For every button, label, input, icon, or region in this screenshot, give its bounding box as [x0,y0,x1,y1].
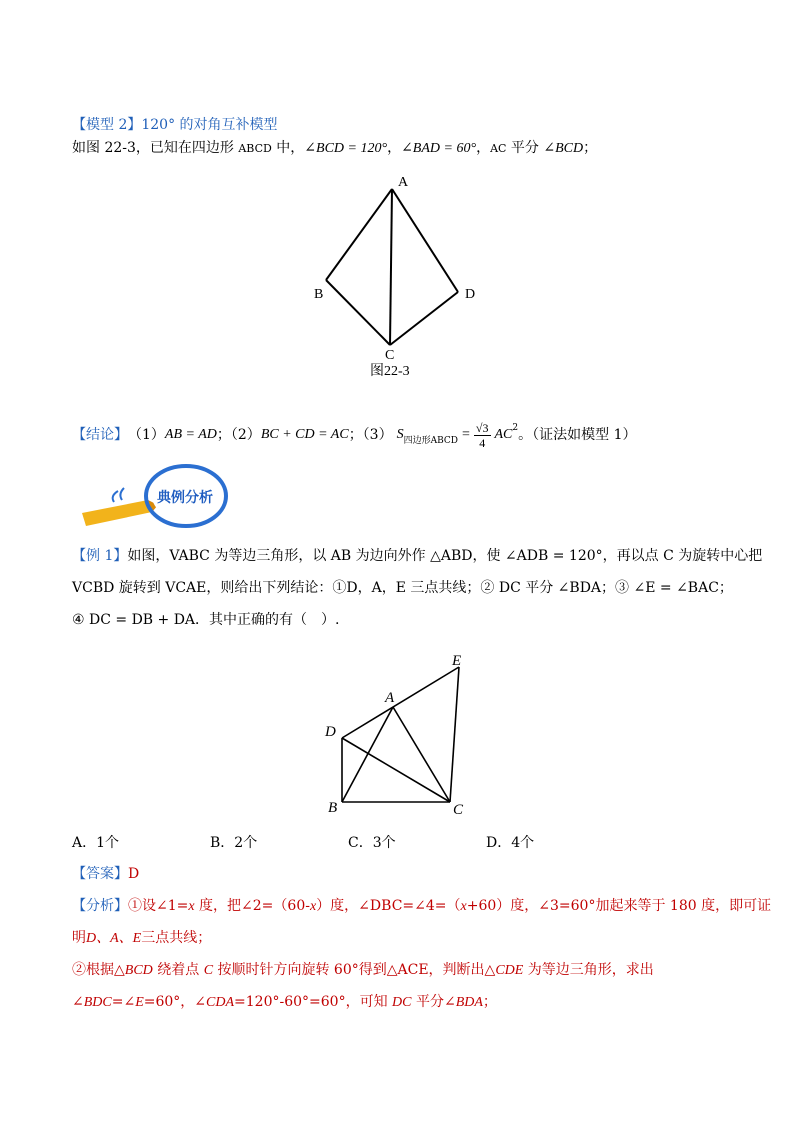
area-equals: = [462,427,470,442]
analysis-line1 [72,896,771,917]
analysis-var: x [309,899,317,914]
analysis-text: 明 [72,930,86,946]
analysis-text: ∠ [72,994,84,1010]
example1-line3: ④ DC = DB + DA．其中正确的有（ ）. [72,612,340,628]
heading-bracket-close: 】 [127,117,142,133]
option-b[interactable]: B．2个 [210,835,258,851]
badge-text: 典例分析 [157,490,213,506]
analysis-var: x [460,899,467,914]
figure-22-3 [300,165,490,385]
example1-tag: 【例 1】 [72,548,128,564]
fraction [474,421,491,450]
analysis-text: =∠ [111,994,136,1010]
analysis-var: x [188,899,195,914]
analysis-text: 三点共线； [141,930,212,946]
sep: ， [387,140,402,156]
statement-ac: AC [490,142,507,155]
angle-bcd: ∠BCD = 120° [304,141,388,156]
analysis-var: D、A、E [86,931,142,946]
edge-de [342,667,459,738]
area-exponent: 2 [512,423,519,433]
analysis-text: 按顺时针方向旋转 60°得到△ACE，判断出△ [213,962,496,978]
model-heading [72,115,278,135]
conclusion-p1: （1） [128,427,165,443]
edge-bc [326,280,390,345]
analysis-text: 为等边三角形，求出 [523,962,654,978]
answer [72,864,139,884]
figure-example1 [320,648,480,820]
sep: ， [476,140,491,156]
angle-bad: ∠BAD = 60° [401,141,477,156]
answer-value: D [128,866,140,882]
analysis-text: 平分∠ [411,994,456,1010]
analysis-text: 度，把∠2=（60- [194,898,310,914]
analysis-text: =60°，∠ [143,994,207,1010]
angle-bcd-2: ∠BCD [543,141,584,156]
conclusion-s1: ；（2） [216,427,261,443]
analysis-var: BDC [83,995,112,1010]
vertex-label-a: A [398,175,409,190]
model-statement [72,138,597,159]
edge-ad [392,189,458,292]
vertex-label-e: E [452,653,462,669]
edge-ec [450,667,459,802]
analysis-var: CDE [495,963,524,978]
analysis-text: ； [482,994,497,1010]
fraction-denominator: 4 [479,435,486,450]
analysis-var: DC [392,995,412,1010]
area-ac: AC [494,427,513,442]
statement-text-2: 中， [271,140,305,156]
statement-abcd: ABCD [238,142,272,155]
option-d[interactable]: D．4个 [486,835,535,851]
analysis-var: BDA [455,995,483,1010]
example1-line2: VCBD 旋转到 VCAE，则给出下列结论：①D，A，E 三点共线；② DC 平分 ∠BDA；③ ∠E = ∠BAC； [72,580,733,596]
conclusion-tail: 。（证法如模型 1） [518,427,637,443]
conclusion-tag: 【结论】 [72,427,128,443]
analysis-text: ）度，∠DBC=∠4=（ [316,898,461,914]
heading-text: 120° 的对角互补模型 [141,117,278,133]
analysis-line3 [72,960,654,981]
analysis-var: E [135,995,144,1010]
analysis-var: BCD [124,963,153,978]
analysis-text: 绕着点 [152,962,204,978]
analysis-text: =120°-60°=60°，可知 [234,994,393,1010]
analysis-text: ②根据△ [72,962,125,978]
answer-tag: 【答案】 [72,866,128,882]
analysis-line2 [72,928,211,949]
vertex-label-d: D [465,287,476,302]
fraction-numerator: √3 [475,420,489,435]
vertex-label-a: A [385,690,395,706]
area-s: S [396,427,404,442]
conclusion-eq2: BC + CD = AC [260,427,349,442]
heading-bracket-open: 【 [72,117,86,133]
analysis-var: CDA [206,995,235,1010]
statement-end: ； [583,140,598,156]
analysis-text: ①设∠1= [128,898,189,914]
statement-text: 如图 22-3，已知在四边形 [72,140,239,156]
conclusion-s2: ；（3） [348,427,393,443]
edge-ab [342,707,393,802]
vertex-label-b: B [314,287,324,302]
option-c[interactable]: C．3个 [348,835,396,851]
statement-bisect: 平分 [506,140,544,156]
example1-line1 [72,546,762,566]
edge-ac [393,707,450,802]
example-badge [78,458,228,533]
heading-label: 模型 2 [86,117,128,133]
option-a[interactable]: A．1个 [72,835,120,851]
vertex-label-d: D [325,724,336,740]
edge-ab [326,189,392,280]
analysis-tag: 【分析】 [72,898,128,914]
vertex-label-c: C [453,802,464,818]
edge-ac [390,189,392,345]
analysis-line4 [72,992,497,1013]
area-subscript: 四边形ABCD [403,436,458,446]
edge-dc [390,292,458,345]
example1-text-1: 如图，VABC 为等边三角形，以 AB 为边向外作 △ABD，使 ∠ADB = 120°，再以点 C 为旋转中心把 [127,548,763,564]
vertex-label-c: C [385,348,395,363]
conclusion-eq1: AB = AD [164,427,217,442]
pencil-icon [82,500,152,526]
edge-dc [342,738,450,802]
figure-caption: 图22-3 [370,364,410,379]
conclusion [72,415,636,455]
analysis-var: C [203,963,214,978]
vertex-label-b: B [328,800,338,816]
analysis-text: +60）度，∠3=60°加起来等于 180 度，即可证 [466,898,772,914]
